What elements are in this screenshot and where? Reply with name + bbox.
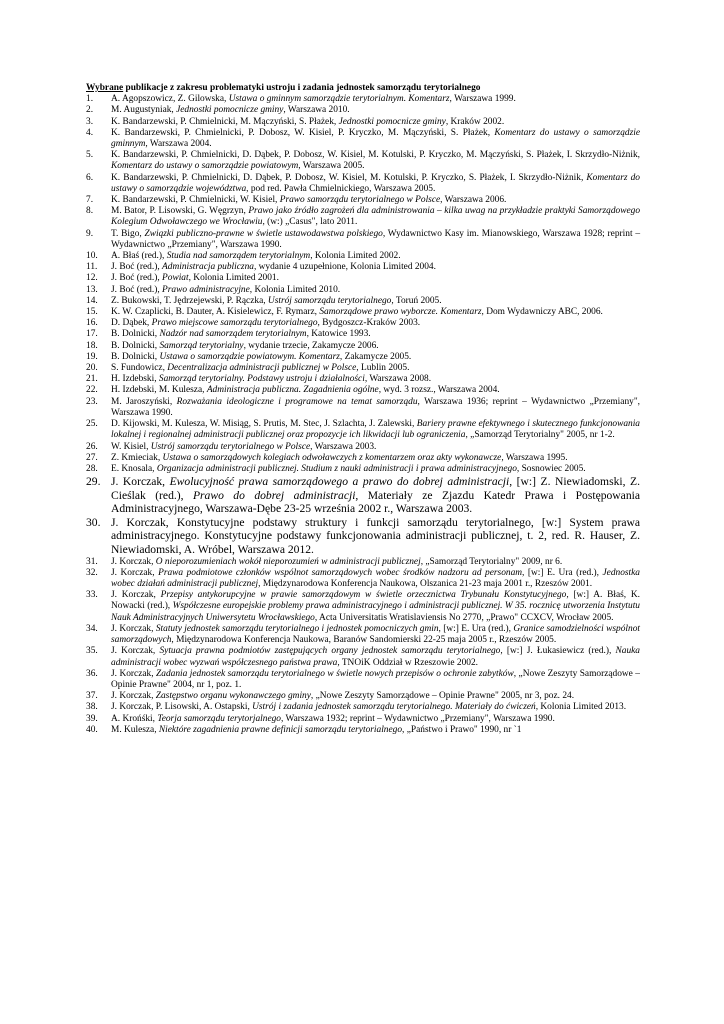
publication-entry bbox=[86, 702, 640, 713]
entry-number: 13. bbox=[86, 284, 98, 295]
entry-title-italic: Decentralizacja administracji publicznej w Polsce bbox=[167, 363, 357, 374]
entry-title-italic: Jednostki pomocnicze gminy bbox=[176, 105, 284, 116]
entry-title-italic: Organizacja administracji publicznej. Studium z nauki administracji i prawa administracyjnego bbox=[156, 463, 517, 474]
entry-text: K. Bandarzewski, P. Chmielnicki, W. Kisiel, bbox=[111, 195, 280, 206]
publication-entry bbox=[86, 725, 640, 736]
entry-text: W. Kisiel, bbox=[111, 441, 151, 452]
entry-text: D. Dąbek, bbox=[111, 318, 152, 329]
entry-text: , „Państwo i Prawo" 1990, nr `1 bbox=[402, 724, 522, 735]
publication-entry bbox=[86, 557, 640, 568]
publication-entry bbox=[86, 397, 640, 419]
entry-text: K. Bandarzewski, P. Chmielnicki, M. Mączyński, S. Płażek, bbox=[111, 116, 339, 127]
entry-title-italic: Jednostki pomocnicze gminy bbox=[338, 116, 446, 127]
entry-number: 4. bbox=[86, 127, 94, 138]
entry-text: , Materiały ze Zjazdu Katedr Prawa i Postępowania Administracyjnego, Warszawa-Dębe 23-25 września 2002 r., Warszawa 2003. bbox=[111, 488, 640, 516]
publication-entry bbox=[86, 173, 640, 195]
entry-number: 21. bbox=[86, 374, 98, 385]
entry-number: 37. bbox=[86, 691, 98, 702]
entry-text: J. Korczak, bbox=[111, 668, 157, 679]
entry-text: Z. Bukowski, T. Jędrzejewski, P. Rączka, bbox=[111, 295, 268, 306]
publication-entry bbox=[86, 624, 640, 646]
entry-number: 23. bbox=[86, 396, 98, 407]
entry-text: K. Bandarzewski, P. Chmielnicki, P. Dobosz, W. Kisiel, P. Kryczko, M. Mączyński, S. Płażek, bbox=[111, 127, 495, 138]
entry-title-italic: Ustrój samorządu terytorialnego bbox=[267, 295, 392, 306]
publication-entry bbox=[86, 363, 640, 374]
entry-number: 10. bbox=[86, 251, 98, 262]
entry-text: , wydanie 4 uzupełnione, Kolonia Limited 2004. bbox=[253, 262, 436, 273]
entry-title-italic: Granice samodzielności wspólnot samorządowych bbox=[111, 623, 641, 646]
publication-list bbox=[86, 94, 640, 736]
entry-number: 38. bbox=[86, 702, 98, 713]
entry-title-italic: Sytuacja prawna podmiotów zastępujących organy jednostek samorządu terytorialnego bbox=[159, 646, 501, 657]
entry-text: , Kolonia Limited 2002. bbox=[310, 251, 401, 262]
entry-title-italic: Przepisy antykorupcyjne w prawie samorządowym w świetle orzecznictwa Trybunału Konstytucyjnego bbox=[160, 590, 567, 601]
entry-text: B. Dolnicki, bbox=[111, 351, 160, 362]
entry-text: , Kolonia Limited 2001. bbox=[188, 273, 279, 284]
heading-underlined-word: Wybrane bbox=[86, 83, 124, 93]
publication-entry bbox=[86, 251, 640, 262]
entry-title-italic: Administracja publiczna. Zagadnienia ogólne bbox=[206, 385, 379, 396]
entry-text: Z. Kmieciak, bbox=[111, 452, 163, 463]
entry-text: M. Bator, P. Lisowski, G. Węgrzyn, bbox=[111, 206, 249, 217]
entry-text: J. Korczak, bbox=[111, 623, 156, 634]
entry-text: , Warszawa 1932; reprint – Wydawnictwo „Przemiany", Warszawa 1990. bbox=[280, 713, 555, 724]
entry-title-italic: Prawa podmiotowe członków wspólnot samorządowych wobec środków nadzoru ad personam bbox=[158, 567, 523, 578]
publication-entry bbox=[86, 442, 640, 453]
entry-number: 7. bbox=[86, 195, 94, 206]
entry-text: H. Izdebski, M. Kulesza, bbox=[111, 385, 207, 396]
publication-entry bbox=[86, 453, 640, 464]
entry-number: 14. bbox=[86, 295, 98, 306]
entry-title-italic: Ustawa o samorządowych kolegiach odwoławczych z komentarzem oraz akty wykonawcze bbox=[162, 452, 502, 463]
entry-number: 31. bbox=[86, 556, 98, 567]
entry-text: , Wydawnictwo Kasy im. Mianowskiego, Warszawa 1928; reprint – Wydawnictwo „Przemiany", Warszawa 1990. bbox=[111, 228, 641, 250]
publication-entry bbox=[86, 646, 640, 668]
entry-title-italic: Ustawa o gminnym samorządzie terytorialnym. Komentarz, bbox=[228, 94, 452, 105]
entry-text: , Sosnowiec 2005. bbox=[516, 463, 586, 474]
entry-text: J. Boć (red.), bbox=[111, 273, 163, 284]
entry-text: , Bydgoszcz-Kraków 2003. bbox=[317, 318, 421, 329]
entry-title-italic: Niektóre zagadnienia prawne definicji samorządu terytorialnego bbox=[158, 724, 403, 735]
entry-text: A. Krońśki, bbox=[111, 713, 158, 724]
entry-text: H. Izdebski, bbox=[111, 374, 159, 385]
entry-title-italic: Statuty jednostek samorządu terytorialnego i jednostek pomocniczych gmin bbox=[155, 623, 439, 634]
entry-text: J. Korczak, bbox=[111, 556, 156, 567]
publication-entry bbox=[86, 464, 640, 475]
entry-text: E. Knosala, bbox=[111, 463, 157, 474]
entry-title-italic: Ustrój samorządu terytorialnego w Polsce bbox=[150, 441, 311, 452]
publication-entry bbox=[86, 329, 640, 340]
publication-entry bbox=[86, 475, 640, 516]
entry-title-italic: Komentarz do ustawy o samorządzie gminnym bbox=[111, 127, 640, 150]
entry-title-italic: Samorząd terytorialny bbox=[159, 340, 244, 351]
document-page bbox=[86, 83, 640, 736]
entry-number: 19. bbox=[86, 351, 98, 362]
document-heading bbox=[86, 83, 640, 94]
entry-text: K. W. Czaplicki, B. Dauter, A. Kisielewicz, F. Rymarz, bbox=[111, 307, 320, 318]
entry-text: J. Boć (red.), bbox=[111, 262, 163, 273]
entry-text: , (w:) „Casus", lato 2011. bbox=[262, 217, 358, 228]
entry-text: B. Dolnicki, bbox=[111, 340, 160, 351]
publication-entry bbox=[86, 150, 640, 172]
publication-entry bbox=[86, 105, 640, 116]
entry-title-italic: Zadania jednostek samorządu terytorialnego w świetle nowych przepisów o ochronie zabytków bbox=[156, 668, 514, 679]
entry-title-italic: Rozważania ideologiczne i programowe na temat samorządu bbox=[176, 396, 418, 407]
publication-entry bbox=[86, 352, 640, 363]
entry-text: , Acta Universitatis Wratislaviensis No 2770, „Prawo" CCXCV, Wrocław 2005. bbox=[314, 612, 614, 623]
entry-text: , Warszawa 2008. bbox=[364, 374, 432, 385]
heading-text: publikacje z zakresu problematyki ustroju i zadania jednostek samorządu terytorialnego bbox=[123, 83, 481, 93]
entry-text: K. Bandarzewski, P. Chmielnicki, D. Dąbek, P. Dobosz, W. Kisiel, M. Kotulski, P. Kryczko, S. Płażek, I. Skrzydło-Niżnik, bbox=[111, 172, 587, 183]
publication-entry bbox=[86, 318, 640, 329]
entry-number: 33. bbox=[86, 590, 98, 601]
publication-entry bbox=[86, 195, 640, 206]
entry-text: , Zakamycze 2005. bbox=[339, 351, 412, 362]
entry-number: 22. bbox=[86, 385, 98, 396]
entry-text: , wyd. 3 rozsz., Warszawa 2004. bbox=[378, 385, 500, 396]
entry-text: , TNOiK Oddział w Rzeszowie 2002. bbox=[337, 657, 478, 668]
entry-title-italic: Prawo miejscowe samorządu terytorialnego bbox=[151, 318, 318, 329]
entry-text: , [w:] J. Łukasiewicz (red.), bbox=[500, 646, 616, 657]
entry-number: 40. bbox=[86, 724, 98, 735]
entry-number: 34. bbox=[86, 623, 98, 634]
entry-text: , Warszawa 2004. bbox=[145, 139, 212, 150]
entry-text: J. Korczak, P. Lisowski, A. Ostapski, bbox=[111, 702, 253, 713]
entry-title-italic: Administracja publiczna bbox=[162, 262, 254, 273]
entry-text: J. Boć (red.), bbox=[111, 284, 163, 295]
publication-entry bbox=[86, 307, 640, 318]
entry-text: , Warszawa 2010. bbox=[283, 105, 350, 116]
entry-number: 36. bbox=[86, 668, 98, 679]
publication-entry bbox=[86, 285, 640, 296]
entry-text: , Warszawa 1936; reprint – Wydawnictwo „Przemiany", Warszawa 1990. bbox=[111, 396, 640, 418]
entry-number: 16. bbox=[86, 318, 98, 329]
entry-text: M. Kulesza, bbox=[111, 724, 159, 735]
entry-text: J. Korczak, bbox=[111, 475, 170, 489]
entry-number: 20. bbox=[86, 363, 98, 374]
entry-text: , Lublin 2005. bbox=[356, 363, 410, 374]
entry-text: Warszawa 1999. bbox=[451, 94, 516, 105]
entry-text: M. Augustyniak, bbox=[111, 105, 177, 116]
entry-text: , „Nowe Zeszyty Samorządowe – Opinie Prawne" 2005, nr 3, poz. 24. bbox=[310, 691, 575, 702]
entry-number: 9. bbox=[86, 228, 94, 239]
entry-text: A. Agopszowicz, Z. Gilowska, bbox=[111, 94, 229, 105]
entry-text: , Warszawa 2005. bbox=[298, 161, 365, 172]
entry-number: 30. bbox=[86, 515, 101, 529]
entry-text: K. Bandarzewski, P. Chmielnicki, D. Dąbek, P. Dobosz, W. Kisiel, M. Kotulski, P. Kryczko, M. Mączyński, S. Płażek, I. Skrzydło-Niżnik, bbox=[111, 150, 640, 161]
publication-entry bbox=[86, 714, 640, 725]
entry-title-italic: Komentarz do ustawy o samorządzie województwa bbox=[111, 172, 640, 194]
entry-text: , Katowice 1993. bbox=[306, 329, 371, 340]
entry-title-italic: Ustrój i zadania jednostek samorządu terytorialnego. Materiały do ćwiczeń bbox=[252, 702, 536, 713]
entry-number: 6. bbox=[86, 172, 94, 183]
entry-title-italic: Jednostka wobec działań administracji publicznej bbox=[111, 567, 640, 590]
publication-entry bbox=[86, 94, 640, 105]
publication-entry bbox=[86, 273, 640, 284]
entry-number: 32. bbox=[86, 567, 98, 578]
publication-entry bbox=[86, 341, 640, 352]
publication-entry bbox=[86, 385, 640, 396]
entry-title-italic: Studia nad samorządem terytorialnym bbox=[166, 251, 311, 262]
entry-title-italic: Współczesne europejskie problemy prawa administracyjnego i administracji publicznej. W 35. rocznicę utworzenia Instytutu Nauk Administracyjnych Uniwersytetu Wrocławskiego bbox=[111, 601, 640, 623]
entry-number: 15. bbox=[86, 307, 98, 318]
publication-entry bbox=[86, 117, 640, 128]
publication-entry bbox=[86, 374, 640, 385]
entry-text: , [w:] E. Ura (red.), bbox=[522, 567, 603, 578]
entry-number: 26. bbox=[86, 441, 98, 452]
entry-text: , Warszawa 1995. bbox=[501, 452, 568, 463]
entry-number: 5. bbox=[86, 150, 94, 161]
entry-text: S. Fundowicz, bbox=[111, 363, 168, 374]
publication-entry bbox=[86, 691, 640, 702]
entry-text: , [w:] E. Ura (red.), bbox=[438, 623, 514, 634]
entry-title-italic: Zastępstwo organu wykonawczego gminy bbox=[155, 691, 311, 702]
entry-title-italic: Samorząd terytorialny. Podstawy ustroju i działalności bbox=[158, 374, 365, 385]
entry-text: M. Jaroszyński, bbox=[111, 396, 177, 407]
entry-text: , Międzynarodowa Konferencja Naukowa, Baranów Sandomierski 22-25 maja 2005 r., Rzeszów 2005. bbox=[171, 635, 557, 646]
publication-entry bbox=[86, 296, 640, 307]
entry-title-italic: Prawo samorządu terytorialnego w Polsce bbox=[279, 195, 441, 206]
entry-text: , Kraków 2002. bbox=[445, 116, 505, 127]
entry-text: , Kolonia Limited 2013. bbox=[535, 702, 627, 713]
entry-title-italic: Nauka administracji wobec wyzwań współczesnego państwa prawa bbox=[111, 646, 640, 668]
entry-title-italic: Samorządowe prawo wyborcze. Komentarz bbox=[319, 307, 482, 318]
entry-text: , Warszawa 2003. bbox=[310, 441, 377, 452]
entry-number: 27. bbox=[86, 452, 98, 463]
entry-text: J. Korczak, Konstytucyjne podstawy struktury i funkcji samorządu terytorialnego, [w:] System prawa administracyjnego. Konstytucyjne podstawy funkcjonowania administracji publicznej, t. 2, red. R. Hauser, Z. Niewiadomski, A. Wróbel, Warszawa 2012. bbox=[111, 515, 640, 557]
entry-text: , wydanie trzecie, Zakamycze 2006. bbox=[243, 340, 379, 351]
publication-entry bbox=[86, 590, 640, 624]
entry-number: 3. bbox=[86, 116, 94, 127]
entry-title-italic: Powiat bbox=[162, 273, 189, 284]
entry-title-italic: Komentarz do ustawy o samorządzie powiatowym bbox=[111, 161, 299, 172]
entry-text: J. Korczak, bbox=[111, 590, 161, 601]
entry-text: , Międzynarodowa Konferencja Naukowa, Olszanica 21-23 maja 2001 r., Rzeszów 2001. bbox=[258, 579, 593, 590]
entry-text: J. Korczak, bbox=[111, 567, 159, 578]
entry-number: 8. bbox=[86, 206, 94, 217]
entry-text: , Dom Wydawniczy ABC, 2006. bbox=[481, 307, 603, 318]
entry-number: 28. bbox=[86, 463, 98, 474]
entry-title-italic: Ewolucyjność prawa samorządowego a prawo do dobrej administracji bbox=[169, 475, 510, 489]
entry-text: , „Samorząd Terytorialny" 2005, nr 1-2. bbox=[465, 430, 615, 441]
entry-title-italic: Ustawa o samorządzie powiatowym. Komentarz bbox=[159, 351, 340, 362]
publication-entry bbox=[86, 262, 640, 273]
entry-text: , „Samorząd Terytorialny" 2009, nr 6. bbox=[420, 556, 563, 567]
entry-title-italic: O nieporozumieniach wokół nieporozumień w administracji publicznej bbox=[155, 556, 421, 567]
entry-number: 25. bbox=[86, 419, 98, 430]
entry-title-italic: Bariery prawne efektywnego i skutecznego funkcjonowania lokalnej i regionalnej administracji publicznej oraz propozycje ich likwidacji lub ograniczenia bbox=[111, 419, 640, 441]
publication-entry bbox=[86, 229, 640, 251]
entry-number: 29. bbox=[86, 475, 101, 489]
entry-text: , pod red. Pawła Chmielnickiego, Warszawa 2005. bbox=[246, 183, 436, 194]
entry-title-italic: Prawo administracyjne bbox=[162, 284, 250, 295]
entry-text: , [w:] Z. Niewiadomski, Z. Cieślak (red.), bbox=[111, 475, 640, 502]
entry-number: 18. bbox=[86, 340, 98, 351]
entry-text: , Warszawa 2006. bbox=[440, 195, 507, 206]
entry-number: 39. bbox=[86, 713, 98, 724]
entry-number: 35. bbox=[86, 646, 98, 657]
publication-entry bbox=[86, 516, 640, 557]
entry-number: 2. bbox=[86, 105, 94, 116]
publication-entry bbox=[86, 128, 640, 150]
entry-title-italic: Nadzór nad samorządem terytorialnym bbox=[159, 329, 307, 340]
publication-entry bbox=[86, 419, 640, 441]
entry-title-italic: Teorja samorządu terytorjalnego bbox=[157, 713, 281, 724]
entry-text: , [w:] A. Błaś, K. Nowacki (red.), bbox=[111, 590, 641, 612]
entry-text: , Toruń 2005. bbox=[391, 295, 442, 306]
entry-text: D. Kijowski, M. Kulesza, W. Misiąg, S. Prutis, M. Stec, J. Szlachta, J. Zalewski, bbox=[111, 419, 417, 430]
publication-entry bbox=[86, 568, 640, 590]
entry-title-italic: Prawo jako źródło zagrożeń dla administrowania – kilka uwag na przykładzie praktyki Samorządowego Kolegium Odwoławczego we Wrocławiu bbox=[111, 206, 641, 228]
entry-number: 17. bbox=[86, 329, 98, 340]
entry-text: A. Błaś (red.), bbox=[111, 251, 167, 262]
entry-text: , „Nowe Zeszyty Samorządowe – Opinie Prawne" 2004, nr 1, poz. 1. bbox=[111, 668, 640, 690]
entry-number: 11. bbox=[86, 262, 98, 273]
entry-text: T. Bigo, bbox=[111, 228, 145, 239]
publication-entry bbox=[86, 206, 640, 228]
entry-title-italic: Prawo do dobrej administracji bbox=[192, 488, 356, 502]
publication-entry bbox=[86, 669, 640, 691]
entry-title-italic: Związki publiczno-prawne w świetle ustawodawstwa polskiego bbox=[144, 228, 383, 239]
entry-text: J. Korczak, bbox=[111, 691, 156, 702]
entry-text: J. Korczak, bbox=[111, 646, 160, 657]
entry-text: , Kolonia Limited 2010. bbox=[249, 284, 341, 295]
entry-number: 12. bbox=[86, 273, 98, 284]
entry-text: B. Dolnicki, bbox=[111, 329, 160, 340]
entry-number: 1. bbox=[86, 94, 94, 105]
